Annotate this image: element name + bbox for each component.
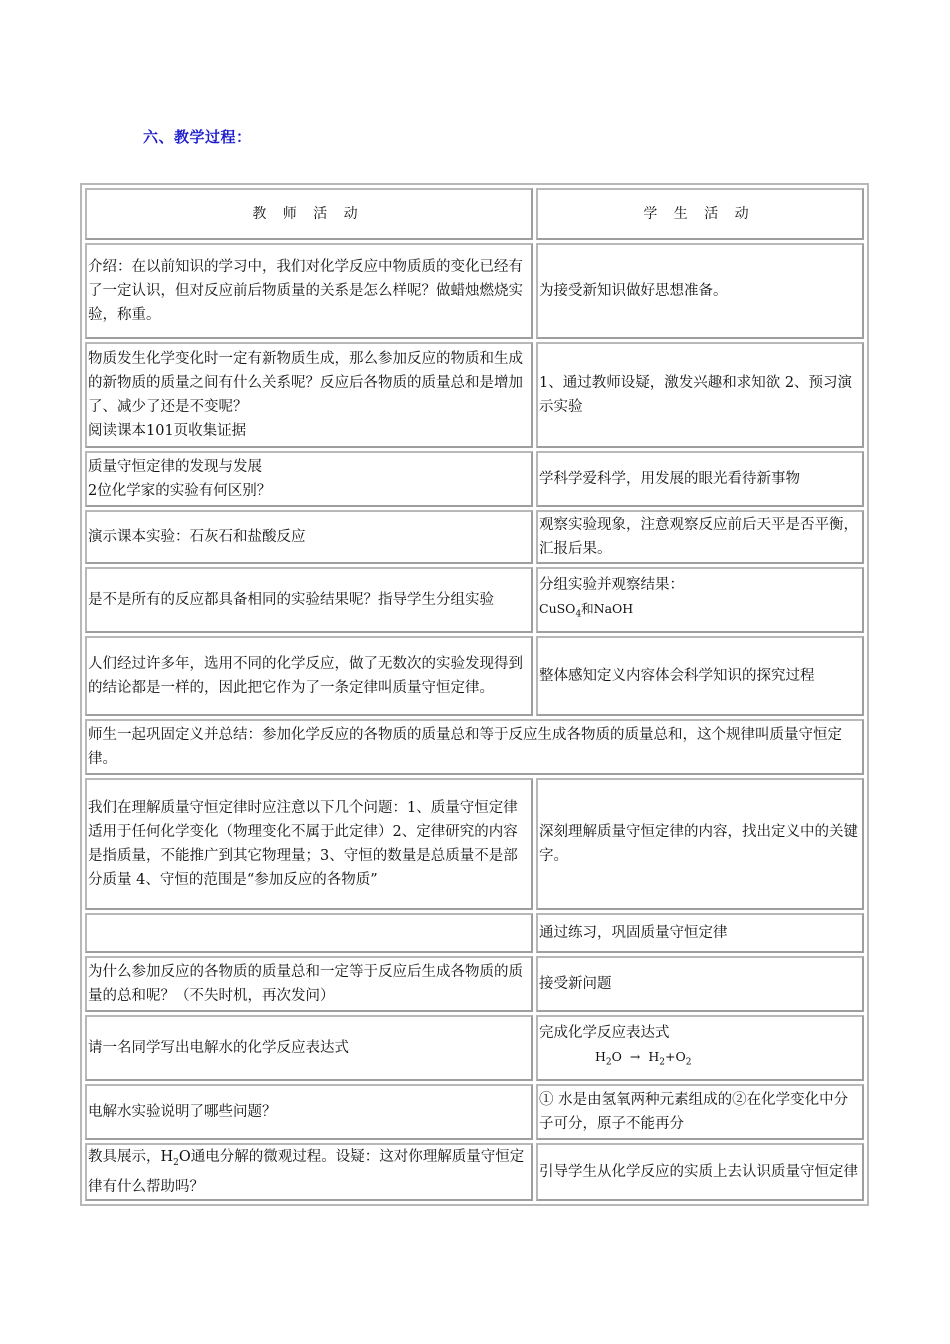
table-row — [85, 451, 864, 507]
teaching-process-table — [80, 183, 869, 1206]
teacher-cell: 演示课本实验：石灰石和盐酸反应 — [85, 510, 533, 564]
student-cell: 1、通过教师设疑，激发兴趣和求知欲 2、预习演示实验 — [536, 342, 864, 448]
table-row — [85, 243, 864, 339]
reagents-note: CuSO$_4$和NaOH — [539, 601, 634, 620]
teacher-cell: 教具展示，$H_2O$通电分解的微观过程。设疑：这对你理解质量守恒定律有什么帮助吗？ — [85, 1143, 533, 1201]
student-cell — [536, 567, 864, 633]
teacher-cell — [85, 451, 533, 507]
header-teacher-activity: 教 师 活 动 — [85, 188, 533, 240]
table-row — [85, 956, 864, 1012]
section-title: 六、教学过程： — [143, 128, 252, 146]
teacher-cell: 人们经过许多年，选用不同的化学反应，做了无数次的实验发现得到的结论都是一样的，因此把它作为了一条定律叫质量守恒定律。 — [85, 636, 533, 716]
summary-cell: 师生一起巩固定义并总结：参加化学反应的各物质的质量总和等于反应生成各物质的质量总和，这个规律叫质量守恒定律。 — [85, 719, 864, 775]
table-row — [85, 778, 864, 910]
teacher-text: 物质发生化学变化时一定有新物质生成，那么参加反应的物质和生成的新物质的质量之间有什么关系呢？反应后各物质的质量总和是增加了、减少了还是不变呢？ — [88, 351, 523, 415]
student-cell: 学科学爱科学，用发展的眼光看待新事物 — [536, 451, 864, 507]
table-row — [85, 913, 864, 953]
table-row — [85, 1015, 864, 1081]
student-cell: 观察实验现象，注意观察反应前后天平是否平衡，汇报后果。 — [536, 510, 864, 564]
teacher-cell: 介绍：在以前知识的学习中，我们对化学反应中物质质的变化已经有了一定认识，但对反应前后物质量的关系是怎么样呢？做蜡烛燃烧实验，称重。 — [85, 243, 533, 339]
student-cell: 引导学生从化学反应的实质上去认识质量守恒定律 — [536, 1143, 864, 1201]
teacher-cell — [85, 342, 533, 448]
teacher-cell: 是不是所有的反应都具备相同的实验结果呢？指导学生分组实验 — [85, 567, 533, 633]
table-row — [85, 342, 864, 448]
student-cell — [536, 1015, 864, 1081]
arrow-icon: → — [629, 1049, 641, 1065]
student-cell: 通过练习，巩固质量守恒定律 — [536, 913, 864, 953]
student-cell: 整体感知定义内容体会科学知识的探究过程 — [536, 636, 864, 716]
table-row — [85, 1143, 864, 1201]
table-row — [85, 510, 864, 564]
table-row — [85, 719, 864, 775]
student-cell: 为接受新知识做好思想准备。 — [536, 243, 864, 339]
teacher-text-2: 阅读课本101页收集证据 — [88, 423, 247, 439]
water-electrolysis-formula: $H_2O \to H_2+O_2$ — [595, 1049, 692, 1068]
table-row — [85, 567, 864, 633]
table-row — [85, 636, 864, 716]
teacher-cell: 为什么参加反应的各物质的质量总和一定等于反应后生成各物质的质量的总和呢？（不失时机，再次发问） — [85, 956, 533, 1012]
student-cell: ① 水是由氢氧两种元素组成的②在化学变化中分子可分，原子不能再分 — [536, 1084, 864, 1140]
table-header-row — [85, 188, 864, 240]
teacher-text-2: 2位化学家的实验有何区别？ — [88, 483, 272, 499]
header-student-activity: 学 生 活 动 — [536, 188, 864, 240]
teacher-text: 质量守恒定律的发现与发展 — [88, 459, 262, 475]
teacher-cell: 我们在理解质量守恒定律时应注意以下几个问题：1、质量守恒定律适用于任何化学变化（物理变化不属于此定律）2、定律研究的内容是指质量，不能推广到其它物理量；3、守恒的数量是总质量不是部分质量 4、守恒的范围是“参加反应的各物质” — [85, 778, 533, 910]
table-row — [85, 1084, 864, 1140]
student-cell: 接受新问题 — [536, 956, 864, 1012]
teacher-cell: 电解水实验说明了哪些问题？ — [85, 1084, 533, 1140]
teacher-cell — [85, 913, 533, 953]
student-text: 完成化学反应表达式 — [539, 1025, 670, 1042]
teacher-cell: 请一名同学写出电解水的化学反应表达式 — [85, 1015, 533, 1081]
student-cell: 深刻理解质量守恒定律的内容，找出定义中的关键字。 — [536, 778, 864, 910]
student-text: 分组实验并观察结果： — [539, 577, 684, 594]
